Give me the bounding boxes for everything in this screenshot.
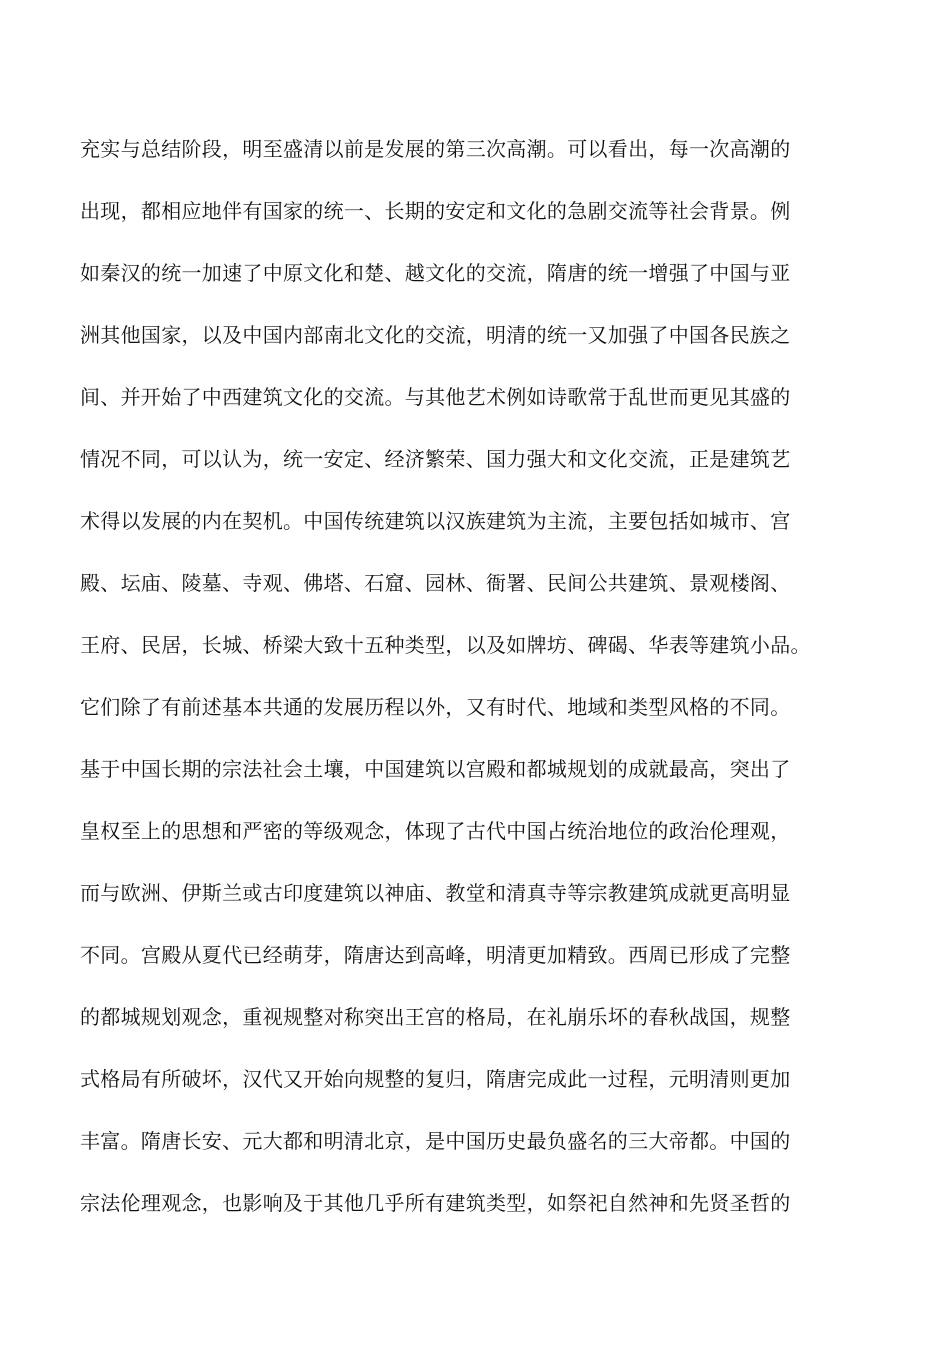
text-line: 而与欧洲、伊斯兰或古印度建筑以神庙、教堂和清真寺等宗教建筑成就更高明显 (80, 881, 791, 905)
text-line: 出现，都相应地伴有国家的统一、长期的安定和文化的急剧交流等社会背景。例 (80, 199, 791, 223)
body-text (80, 126, 840, 1242)
text-line: 充实与总结阶段，明至盛清以前是发展的第三次高潮。可以看出，每一次高潮的 (80, 137, 791, 161)
text-line: 基于中国长期的宗法社会土壤，中国建筑以宫殿和都城规划的成就最高，突出了 (80, 757, 791, 781)
text-line: 的都城规划观念，重视规整对称突出王宫的格局，在礼崩乐坏的春秋战国，规整 (80, 1005, 791, 1029)
text-line: 情况不同，可以认为，统一安定、经济繁荣、国力强大和文化交流，正是建筑艺 (80, 447, 791, 471)
text-line: 式格局有所破坏，汉代又开始向规整的复归，隋唐完成此一过程，元明清则更加 (80, 1067, 791, 1091)
text-line: 洲其他国家，以及中国内部南北文化的交流，明清的统一又加强了中国各民族之 (80, 323, 791, 347)
text-line: 皇权至上的思想和严密的等级观念，体现了古代中国占统治地位的政治伦理观， (80, 819, 791, 843)
text-line: 间、并开始了中西建筑文化的交流。与其他艺术例如诗歌常于乱世而更见其盛的 (80, 385, 791, 409)
text-line: 宗法伦理观念，也影响及于其他几乎所有建筑类型，如祭祀自然神和先贤圣哲的 (80, 1191, 791, 1215)
text-line: 它们除了有前述基本共通的发展历程以外，又有时代、地域和类型风格的不同。 (80, 695, 791, 719)
text-line: 如秦汉的统一加速了中原文化和楚、越文化的交流，隋唐的统一增强了中国与亚 (80, 261, 791, 285)
text-line: 术得以发展的内在契机。中国传统建筑以汉族建筑为主流，主要包括如城市、宫 (80, 509, 791, 533)
text-line: 不同。宫殿从夏代已经萌芽，隋唐达到高峰，明清更加精致。西周已形成了完整 (80, 943, 791, 967)
text-line: 殿、坛庙、陵墓、寺观、佛塔、石窟、园林、衙署、民间公共建筑、景观楼阁、 (80, 571, 791, 595)
text-line: 丰富。隋唐长安、元大都和明清北京，是中国历史最负盛名的三大帝都。中国的 (80, 1129, 791, 1153)
text-line: 王府、民居，长城、桥梁大致十五种类型，以及如牌坊、碑碣、华表等建筑小品。 (80, 633, 811, 657)
